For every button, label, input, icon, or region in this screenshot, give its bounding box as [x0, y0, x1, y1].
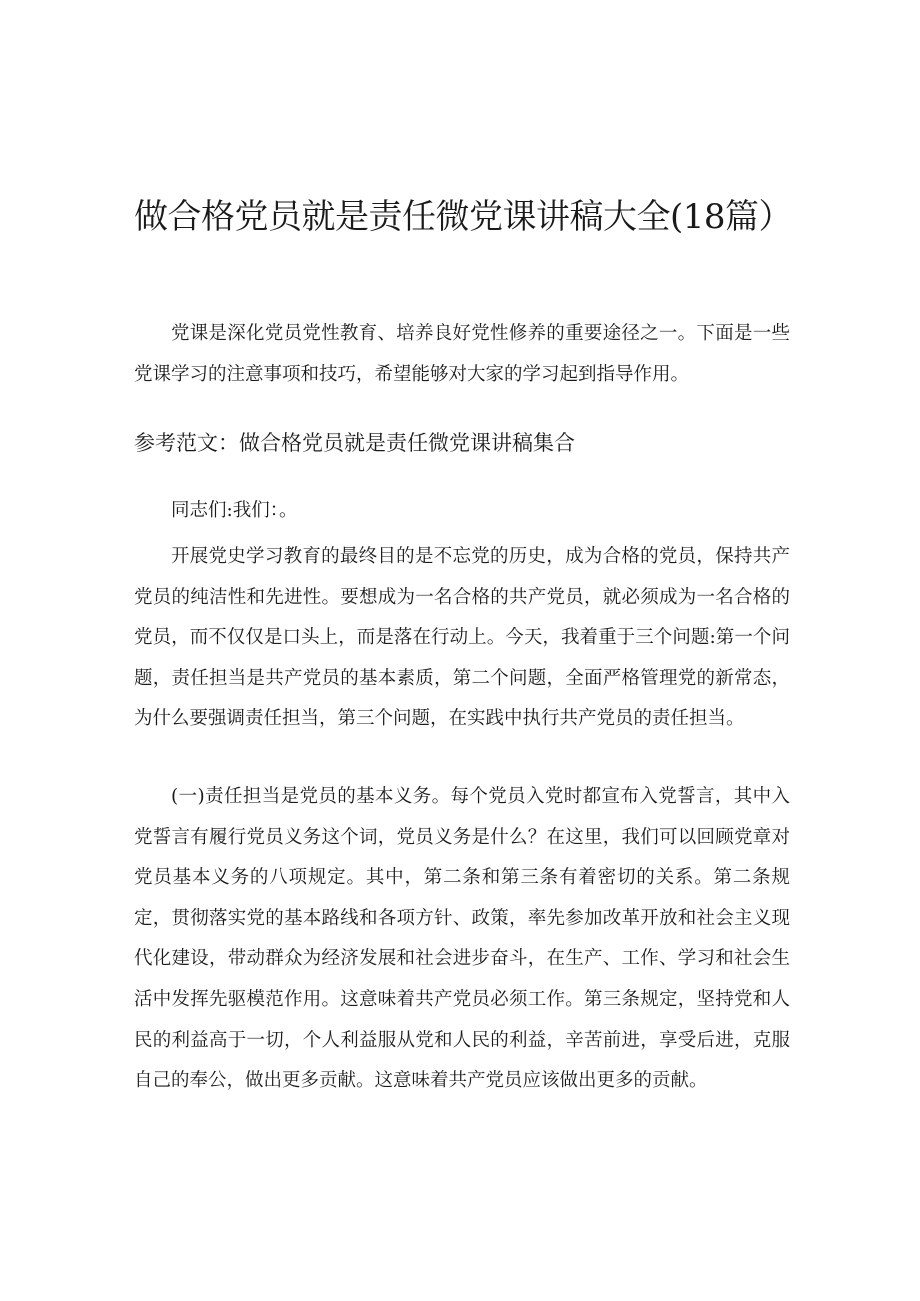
- intro-paragraph: 党课是深化党员党性教育、培养良好党性修养的重要途径之一。下面是一些党课学习的注意事项和技巧，希望能够对大家的学习起到指导作用。: [134, 323, 790, 385]
- body-paragraph: 开展党史学习教育的最终目的是不忘党的历史，成为合格的党员，保持共产党员的纯洁性和先进性。要想成为一名合格的共产党员，就必须成为一名合格的党员，而不仅仅是口头上，而是落在行动上。今天，我着重于三个问题:第一个问题，责任担当是共产党员的基本素质，第二个问题，全面严格管理党的新常态，为什么要强调责任担当，第三个问题，在实践中执行共产党员的责任担当。: [134, 546, 790, 730]
- section-subtitle: 参考范文：做合格党员就是责任微党课讲稿集合: [134, 431, 575, 455]
- document-title: 做合格党员就是责任微党课讲稿大全(18篇）: [134, 197, 793, 237]
- body-paragraph: (一)责任担当是党员的基本义务。每个党员入党时都宣布入党誓言，其中入党誓言有履行党员义务这个词，党员义务是什么？在这里，我们可以回顾党章对党员基本义务的八项规定。其中，第二条和第三条有着密切的关系。第二条规定，贯彻落实党的基本路线和各项方针、政策，率先参加改革开放和社会主义现代化建设，带动群众为经济发展和社会进步奋斗，在生产、工作、学习和社会生活中发挥先驱模范作用。这意味着共产党员必须工作。第三条规定，坚持党和人民的利益高于一切，个人利益服从党和人民的利益，辛苦前进，享受后进，克服自己的奉公，做出更多贡献。这意味着共产党员应该做出更多的贡献。: [134, 786, 790, 1092]
- greeting-line: 同志们:我们：。: [171, 500, 298, 521]
